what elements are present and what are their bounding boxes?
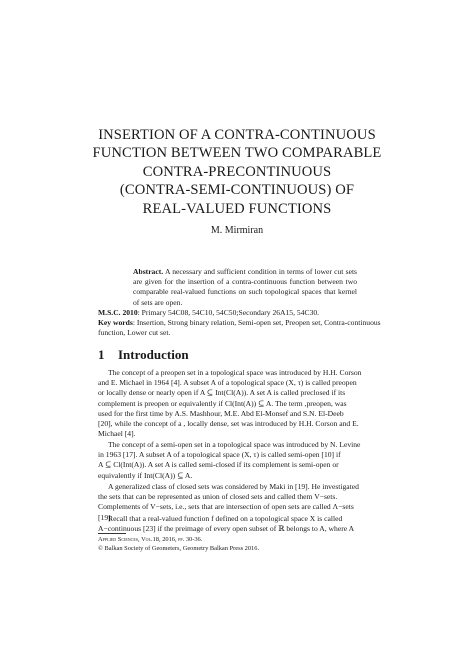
section-heading (98, 347, 189, 363)
abstract-label: Abstract. (133, 267, 164, 276)
paragraph-4 (98, 514, 394, 534)
copyright-notice: © Balkan Society of Geometers, Geometry Balkan Press 2016. (98, 545, 260, 552)
title-line: (CONTRA-SEMI-CONTINUOUS) OF (119, 182, 355, 199)
keywords-label: Key words (98, 318, 133, 327)
text-line: The concept of a preopen set in a topological space was introduced by H.H. Corson (108, 368, 362, 377)
text-line: complement is preopen or equivalently if Cl(Int(A)) ⊆ A. The term ,preopen, was (98, 398, 347, 408)
keywords-text: : Insertion, Strong binary relation, Semi-open set, Preopen set, Contra-continuous function, Lower cut set. (98, 318, 381, 337)
text-line: used for the first time by A.S. Mashhour, M.E. Abd El-Monsef and S.N. El-Deeb (98, 408, 344, 418)
text-line: Michael [4]. (98, 429, 136, 439)
msc-text: : Primary 54C08, 54C10, 54C50;Secondary 26A15, 54C30. (137, 308, 320, 317)
journal-info: Applied Sciences, Vol.18, 2016, pp. 30-36. (98, 536, 203, 543)
text-line: the sets that can be represented as union of closed sets and called them V−sets. (98, 492, 338, 502)
text-line: Recall that a real-valued function f defined on a topological space X is called (108, 514, 343, 523)
text-line: A−continuous [23] if the preimage of every open subset of ℝ belongs to A, where A (98, 524, 355, 534)
author-name: M. Mirmiran (210, 225, 264, 236)
text-line: [19]. (98, 512, 113, 522)
text-line: or locally dense or nearly open if A ⊆ Int(Cl(A)). A set A is called preclosed if its (98, 388, 346, 398)
section-title: Introduction (118, 347, 189, 362)
text-line: and E. Michael in 1964 [4]. A subset A of a topological space (X, τ) is called preopen (98, 378, 357, 388)
paragraph-1 (98, 368, 394, 439)
title-line: CONTRA-PRECONTINUOUS (142, 163, 332, 180)
title-line: REAL-VALUED FUNCTIONS (142, 200, 332, 217)
abstract (133, 267, 357, 308)
title-line: FUNCTION BETWEEN TWO COMPARABLE (92, 145, 382, 162)
abstract-text: A necessary and sufficient condition in terms of lower cut sets are given for the insertion of a contra-continuous function between two comparable real-valued functions on such topological spaces that kernel of sets are open. (133, 267, 358, 307)
msc-line (98, 308, 394, 318)
paragraph-2 (98, 440, 394, 481)
footnote-rule (98, 533, 126, 534)
text-line: A ⊆ Cl(Int(A)). A set A is called semi-closed if its complement is semi-open or (98, 460, 339, 470)
text-line: Complements of V−sets, i.e., sets that are intersection of open sets are called Λ−sets (98, 502, 354, 512)
text-line: in 1963 [17]. A subset A of a topological space (X, τ) is called semi-open [10] if (98, 450, 341, 460)
text-line: The concept of a semi-open set in a topological space was introduced by N. Levine (108, 440, 361, 449)
title-line: INSERTION OF A CONTRA-CONTINUOUS (98, 127, 376, 143)
section-number: 1 (98, 347, 105, 362)
text-line: equivalently if Int(Cl(A)) ⊆ A. (98, 470, 193, 480)
msc-label: M.S.C. 2010 (98, 308, 138, 317)
keywords (98, 318, 394, 338)
text-line: [20], while the concept of a , locally dense, set was introduced by H.H. Corson and E. (98, 419, 359, 429)
text-line: A generalized class of closed sets was considered by Maki in [19]. He investigated (108, 482, 359, 491)
paper-title (60, 126, 414, 218)
